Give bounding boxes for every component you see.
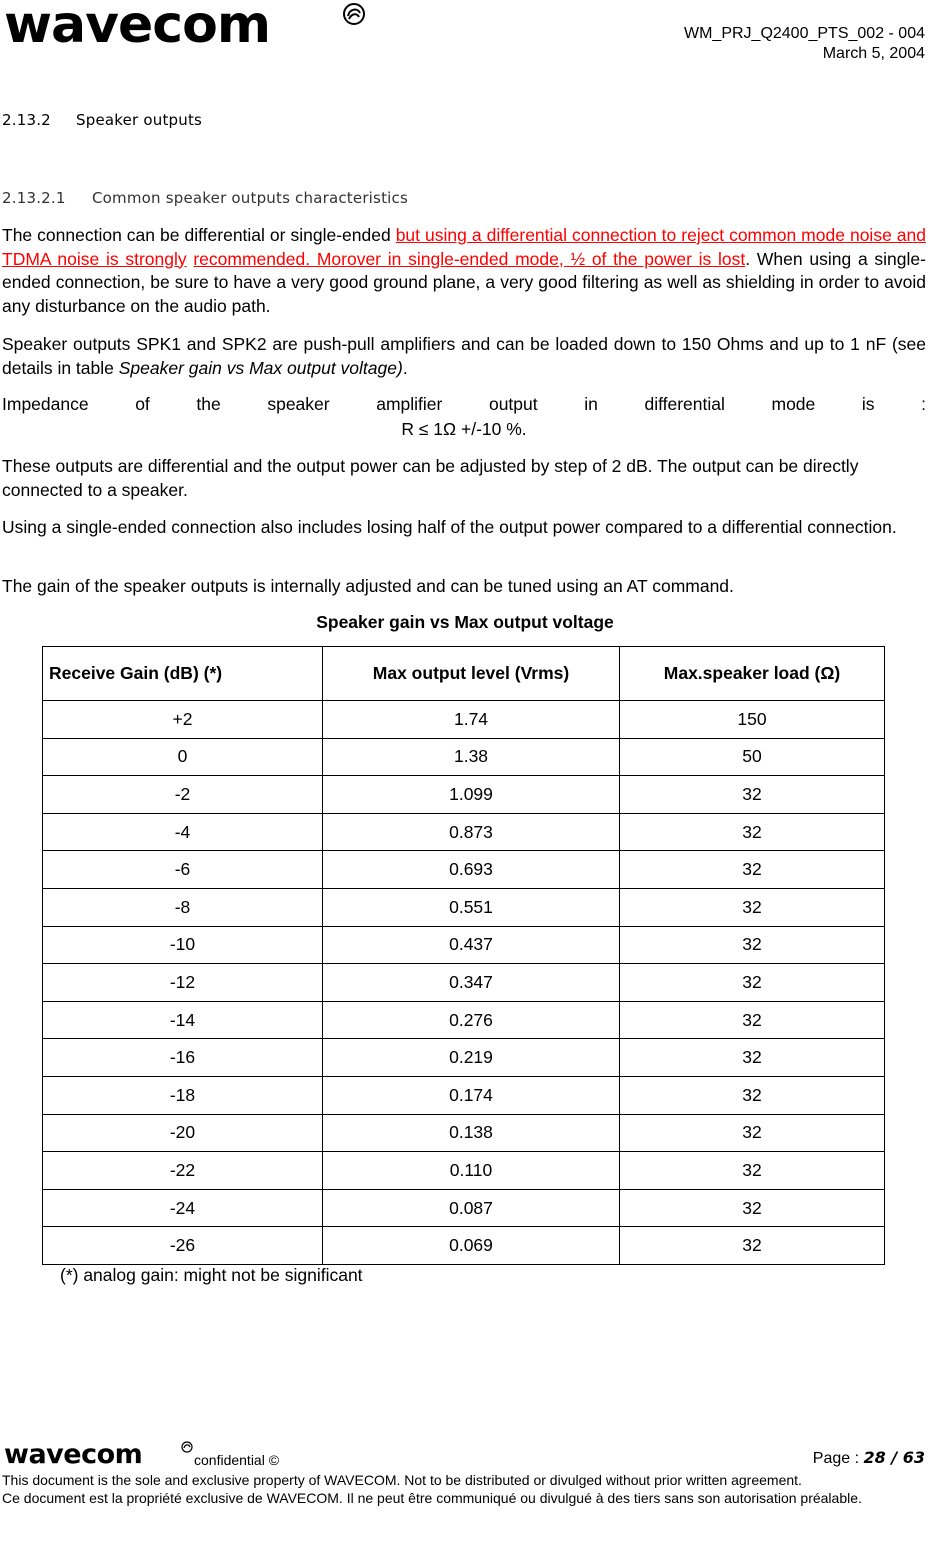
- table-row: [43, 1076, 885, 1114]
- footer-confidential: confidential ©: [194, 1452, 280, 1468]
- cell-max-speaker-load: 32: [620, 851, 885, 889]
- logo-wordmark: wavecom: [4, 2, 271, 52]
- cell-max-speaker-load: 32: [620, 813, 885, 851]
- cell-max-output-level: 0.437: [323, 926, 620, 964]
- footer-page-number: [813, 1448, 925, 1468]
- table-row: [43, 851, 885, 889]
- table-row: [43, 1189, 885, 1227]
- section-number: 2.13.2: [2, 111, 51, 129]
- section-title: Speaker outputs: [76, 111, 203, 129]
- p2-italic-ref: Speaker gain vs Max output voltage): [118, 357, 403, 378]
- cell-receive-gain: -8: [43, 888, 323, 926]
- cell-max-output-level: 0.219: [323, 1039, 620, 1077]
- cell-max-output-level: 0.873: [323, 813, 620, 851]
- cell-max-output-level: 0.110: [323, 1152, 620, 1190]
- cell-receive-gain: -6: [43, 851, 323, 889]
- cell-receive-gain: -12: [43, 964, 323, 1002]
- doc-date: March 5, 2004: [822, 45, 925, 62]
- cell-max-speaker-load: 150: [620, 701, 885, 739]
- header-max-speaker-load: Max.speaker load (Ω): [620, 647, 885, 701]
- wavecom-logo: [4, 2, 366, 52]
- cell-max-output-level: 1.099: [323, 776, 620, 814]
- footer-notice-fr: Ce document est la propriété exclusive de WAVECOM. Il ne peut être communiqué ou divulgué à des tiers sans son autorisation préalable.: [2, 1489, 862, 1506]
- p1-red-text-1: but using a differential connection to reject common mode noise and TDMA noise is strongly: [2, 225, 926, 269]
- cell-max-speaker-load: 32: [620, 888, 885, 926]
- cell-max-speaker-load: 32: [620, 1114, 885, 1152]
- paragraph-connection: [2, 224, 926, 318]
- p1-text: The connection can be differential or single-ended: [2, 225, 396, 245]
- footer-logo-wordmark: wavecom: [4, 1441, 143, 1467]
- cell-receive-gain: -10: [43, 926, 323, 964]
- table-row: [43, 1152, 885, 1190]
- cell-max-speaker-load: 32: [620, 926, 885, 964]
- cell-max-output-level: 0.138: [323, 1114, 620, 1152]
- cell-receive-gain: 0: [43, 738, 323, 776]
- cell-receive-gain: -16: [43, 1039, 323, 1077]
- subsection-title: Common speaker outputs characteristics: [92, 189, 408, 207]
- table-row: [43, 738, 885, 776]
- footer-logo-swirl-icon: [182, 1442, 192, 1452]
- cell-max-speaker-load: 32: [620, 1039, 885, 1077]
- table-footnote: (*) analog gain: might not be significant: [60, 1265, 363, 1285]
- subsection-heading: [2, 189, 408, 207]
- cell-max-speaker-load: 50: [620, 738, 885, 776]
- cell-receive-gain: -26: [43, 1227, 323, 1265]
- table-row: [43, 1114, 885, 1152]
- p1-end-text: . When using a single-ended connection, be sure to have a very good ground plane, a very good filtering as well as shielding in order to avoid any disturbance on the audio path.: [2, 248, 926, 316]
- cell-max-output-level: 0.069: [323, 1227, 620, 1265]
- subsection-number: 2.13.2.1: [2, 189, 66, 207]
- page-label: Page :: [812, 1450, 864, 1467]
- cell-receive-gain: -24: [43, 1189, 323, 1227]
- cell-max-output-level: 0.551: [323, 888, 620, 926]
- paragraph-push-pull: [2, 333, 926, 380]
- cell-max-speaker-load: 32: [620, 1227, 885, 1265]
- cell-max-output-level: 0.347: [323, 964, 620, 1002]
- document-reference: [684, 24, 925, 64]
- p2-end: .: [402, 357, 408, 378]
- table-row: [43, 1227, 885, 1265]
- header-max-output-level: Max output level (Vrms): [323, 647, 620, 701]
- table-title: Speaker gain vs Max output voltage: [316, 612, 614, 632]
- cell-receive-gain: -22: [43, 1152, 323, 1190]
- paragraph-single-ended: Using a single-ended connection also includes losing half of the output power compared to a differential connection.: [2, 517, 897, 537]
- cell-max-output-level: 0.276: [323, 1001, 620, 1039]
- cell-max-speaker-load: 32: [620, 776, 885, 814]
- footer-wavecom-logo: [4, 1441, 194, 1467]
- cell-max-speaker-load: 32: [620, 1076, 885, 1114]
- cell-max-speaker-load: 32: [620, 964, 885, 1002]
- table-row: [43, 1039, 885, 1077]
- p1-red-text-2: recommended. Morover in single-ended mode, ½ of the power is lost: [193, 248, 746, 269]
- cell-max-speaker-load: 32: [620, 1152, 885, 1190]
- cell-receive-gain: -20: [43, 1114, 323, 1152]
- footer-notice: [2, 1472, 923, 1507]
- logo-swirl-icon: [344, 4, 364, 24]
- table-row: [43, 888, 885, 926]
- table-row: [43, 1001, 885, 1039]
- page-value: 28 / 63: [863, 1448, 925, 1467]
- table-row: [43, 701, 885, 739]
- cell-max-speaker-load: 32: [620, 1189, 885, 1227]
- table-row: [43, 776, 885, 814]
- paragraph-gain: The gain of the speaker outputs is internally adjusted and can be tuned using an AT command.: [2, 576, 734, 596]
- table-row: [43, 964, 885, 1002]
- doc-id: WM_PRJ_Q2400_PTS_002 - 004: [683, 25, 925, 42]
- footer-notice-en: This document is the sole and exclusive property of WAVECOM. Not to be distributed or divulged without prior written agreement.: [2, 1472, 802, 1488]
- table-header-row: [43, 647, 885, 701]
- p2-text: Speaker outputs SPK1 and SPK2 are push-pull amplifiers and can be loaded down to 150 Ohms and up to 1 nF (see details in table: [2, 334, 926, 378]
- cell-receive-gain: +2: [43, 701, 323, 739]
- cell-max-output-level: 0.087: [323, 1189, 620, 1227]
- header-receive-gain: Receive Gain (dB) (*): [43, 647, 323, 701]
- table-row: [43, 813, 885, 851]
- cell-max-output-level: 1.74: [323, 701, 620, 739]
- paragraph-outputs: These outputs are differential and the output power can be adjusted by step of 2 dB. The output can be directly connected to a speaker.: [2, 456, 859, 500]
- section-heading: [2, 111, 202, 129]
- paragraph-impedance-line1: Impedance of the speaker amplifier output in differential mode is :: [2, 394, 926, 414]
- cell-receive-gain: -14: [43, 1001, 323, 1039]
- cell-receive-gain: -18: [43, 1076, 323, 1114]
- cell-receive-gain: -4: [43, 813, 323, 851]
- cell-max-output-level: 0.693: [323, 851, 620, 889]
- speaker-gain-table: [42, 646, 885, 1265]
- cell-max-speaker-load: 32: [620, 1001, 885, 1039]
- cell-max-output-level: 0.174: [323, 1076, 620, 1114]
- table-row: [43, 926, 885, 964]
- paragraph-impedance-line2: R ≤ 1Ω +/-10 %.: [401, 419, 527, 439]
- cell-max-output-level: 1.38: [323, 738, 620, 776]
- cell-receive-gain: -2: [43, 776, 323, 814]
